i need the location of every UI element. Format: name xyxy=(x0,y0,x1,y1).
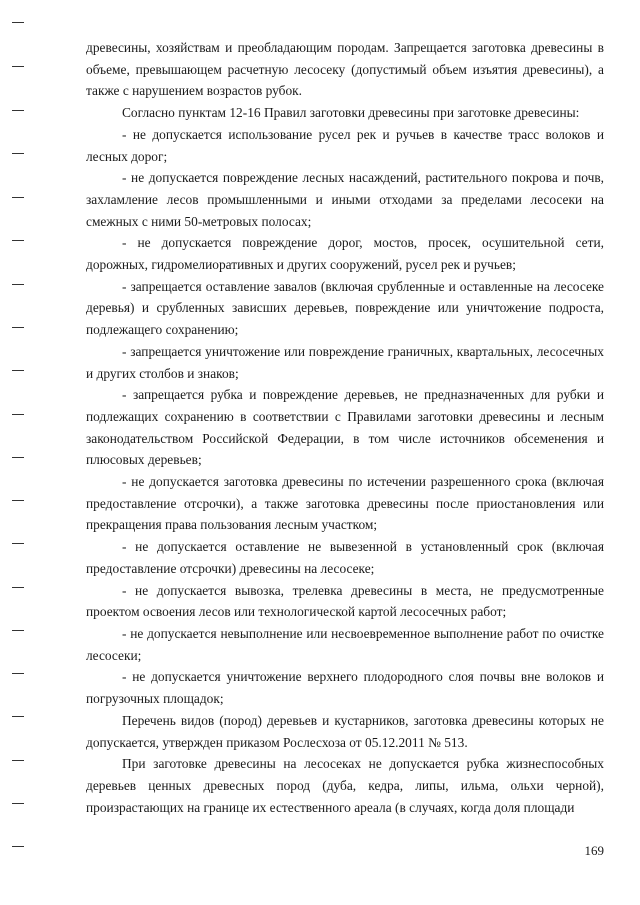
margin-tick xyxy=(12,673,24,674)
margin-tick xyxy=(12,846,24,847)
margin-tick xyxy=(12,327,24,328)
list-item: - запрещается рубка и повреждение деревьев, не предназначенных для рубки и подлежащих сохранению в соответствии с Правилами заготовки древесины и лесным законодательством Российской Федерации, в том числе источников обсеменения и плюсовых деревьев; xyxy=(86,387,604,468)
margin-tick xyxy=(12,370,24,371)
paragraph: При заготовке древесины на лесосеках не допускается рубка жизнеспособных деревьев ценных древесных пород (дуба, кедра, липы, ильма, ольхи черной), произрастающих на границе их естественного ареала (в случаях, когда доля площади xyxy=(86,756,604,815)
list-item: - не допускается повреждение дорог, мостов, просек, осушительной сети, дорожных, гидромелиоративных и других сооружений, русел рек и ручьев; xyxy=(86,235,604,273)
margin-tick xyxy=(12,630,24,631)
paragraph-intro: Согласно пунктам 12-16 Правил заготовки древесины при заготовке древесины: xyxy=(122,105,580,121)
list-item: - не допускается уничтожение верхнего плодородного слоя почвы вне волоков и погрузочных площадок; xyxy=(86,669,604,707)
document-body xyxy=(86,37,604,818)
list-item: - не допускается вывозка, трелевка древесины в места, не предусмотренные проектом освоения лесов или технологической картой лесосечных работ; xyxy=(86,582,604,620)
list-item: - запрещается уничтожение или повреждение граничных, квартальных, лесосечных и других столбов и знаков; xyxy=(86,343,604,381)
margin-tick xyxy=(12,760,24,761)
margin-tick xyxy=(12,500,24,501)
margin-tick xyxy=(12,66,24,67)
list-item: - не допускается невыполнение или несвоевременное выполнение работ по очистке лесосеки; xyxy=(86,625,604,663)
binding-margin-marks xyxy=(0,0,30,905)
paragraph: Перечень видов (пород) деревьев и кустарников, заготовка древесины которых не допускается, утвержден приказом Рослесхоза от 05.12.2011 № 513. xyxy=(86,712,604,750)
margin-tick xyxy=(12,414,24,415)
margin-tick xyxy=(12,457,24,458)
margin-tick xyxy=(12,110,24,111)
page-number: 169 xyxy=(584,843,604,858)
margin-tick xyxy=(12,587,24,588)
list-item: - не допускается оставление не вывезенной в установленный срок (включая предоставление отсрочки) древесины на лесосеке; xyxy=(86,539,604,576)
margin-tick xyxy=(12,197,24,198)
margin-tick xyxy=(12,803,24,804)
list-item: - не допускается заготовка древесины по истечении разрешенного срока (включая предоставление отсрочки), а также заготовка древесины после приостановления или прекращения права пользования лесным участком; xyxy=(86,474,604,533)
margin-tick xyxy=(12,22,24,23)
margin-tick xyxy=(12,716,24,717)
margin-tick xyxy=(12,240,24,241)
margin-tick xyxy=(12,543,24,544)
list-item: - запрещается оставление завалов (включая срубленные и оставленные на лесосеке деревья) и срубленных зависших деревьев, повреждение или уничтожение подроста, подлежащего сохранению; xyxy=(86,278,604,338)
margin-tick xyxy=(12,284,24,285)
paragraph-continuation: древесины, хозяйствам и преобладающим породам. Запрещается заготовка древесины в объеме, превышающем расчетную лесосеку (допустимый объем изъятия древесины), а также с нарушением возрастов рубок. xyxy=(86,40,604,99)
margin-tick xyxy=(12,153,24,154)
list-item: - не допускается использование русел рек и ручьев в качестве трасс волоков и лесных дорог; xyxy=(86,126,604,164)
list-item: - не допускается повреждение лесных насаждений, растительного покрова и почв, захламление лесов промышленными и иными отходами за пределами лесосеки на смежных с ними 50-метровых полосах; xyxy=(86,170,604,229)
